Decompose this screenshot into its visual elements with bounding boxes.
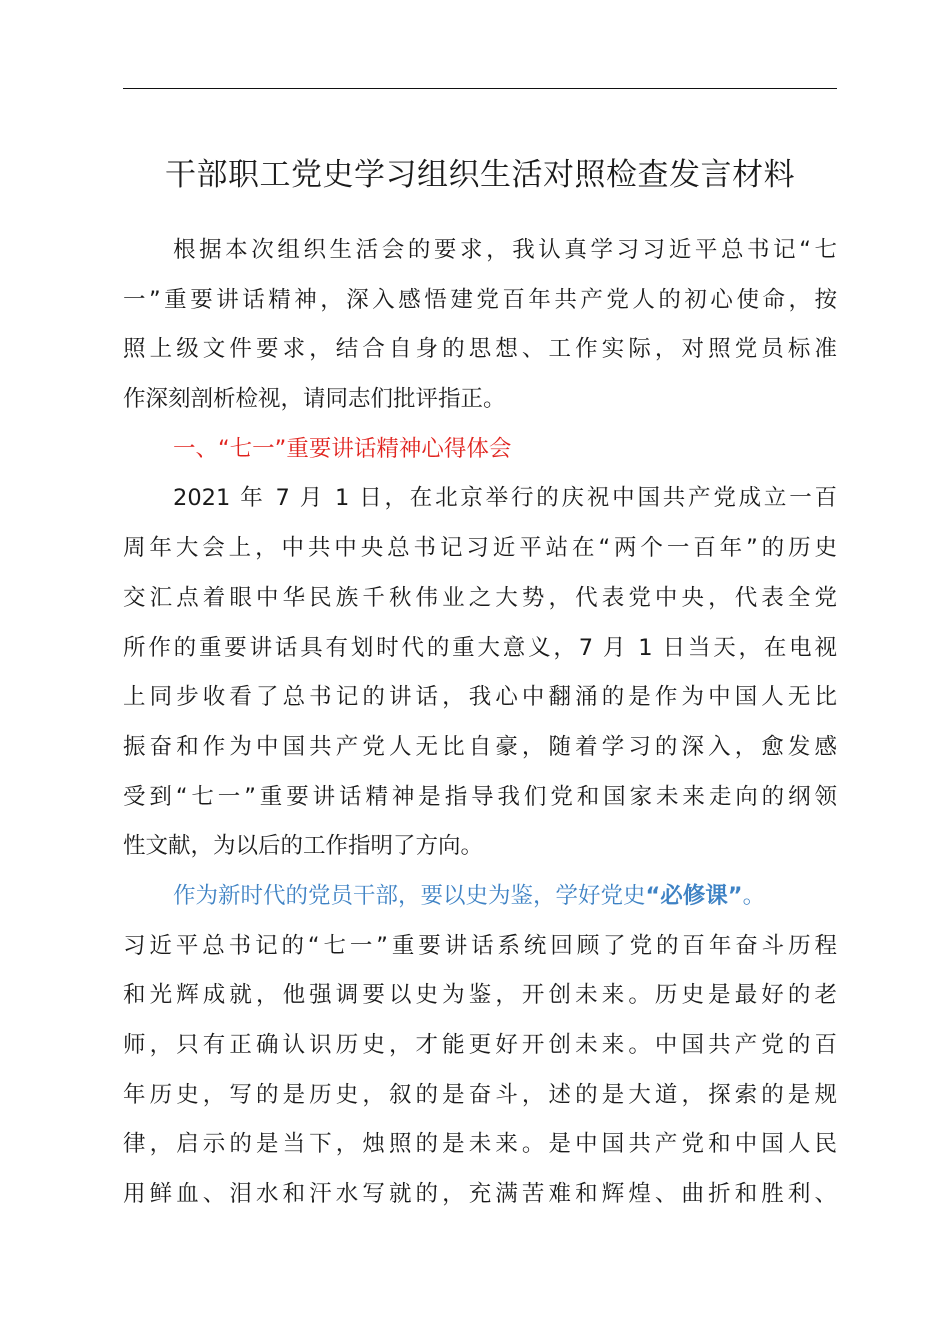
paragraph-line: 受到“七一”重要讲话精神是指导我们党和国家未来走向的纲领 xyxy=(123,783,837,810)
paragraph-line: 律，启示的是当下，烛照的是未来。是中国共产党和中国人民 xyxy=(123,1131,837,1158)
paragraph-line: 年历史，写的是历史，叙的是奋斗，述的是大道，探索的是规 xyxy=(123,1081,837,1108)
paragraph-line: 所作的重要讲话具有划时代的重大意义，7 月 1 日当天，在电视 xyxy=(123,634,837,661)
paragraph-line: 交汇点着眼中华民族千秋伟业之大势，代表党中央，代表全党 xyxy=(123,584,837,611)
section-paragraph xyxy=(123,474,837,872)
paragraph-line: 振奋和作为中国共产党人无比自豪，随着学习的深入，愈发感 xyxy=(123,733,837,760)
paragraph-line: 师，只有正确认识历史，才能更好开创未来。中国共产党的百 xyxy=(123,1032,837,1058)
intro-paragraph xyxy=(123,226,837,425)
paragraph-line: 一”重要讲话精神，深入感悟建党百年共产党人的初心使命，按 xyxy=(123,286,837,313)
section-heading: 一、“七一”重要讲话精神心得体会 xyxy=(173,435,512,462)
paragraph-line: 上同步收看了总书记的讲话，我心中翻涌的是作为中国人无比 xyxy=(123,684,837,711)
header-rule xyxy=(123,88,837,89)
paragraph-line: 用鲜血、泪水和汗水写就的，充满苦难和辉煌、曲折和胜利、 xyxy=(123,1181,837,1208)
sub-heading-emphasis: “必修课” xyxy=(645,882,743,909)
paragraph-line: 作深刻剖析检视，请同志们批评指正。 xyxy=(123,386,506,413)
paragraph-line: 性文献，为以后的工作指明了方向。 xyxy=(123,833,484,860)
sub-heading xyxy=(123,872,837,922)
paragraph-line: 习近平总书记的“七一”重要讲话系统回顾了党的百年奋斗历程 xyxy=(123,932,837,959)
history-paragraph xyxy=(123,922,837,1220)
paragraph-line: 照上级文件要求，结合自身的思想、工作实际，对照党员标准 xyxy=(123,336,837,363)
paragraph-line: 和光辉成就，他强调要以史为鉴，开创未来。历史是最好的老 xyxy=(123,982,837,1009)
paragraph-line: 周年大会上，中共中央总书记习近平站在“两个一百年”的历史 xyxy=(123,535,837,562)
paragraph-line: 根据本次组织生活会的要求，我认真学习习近平总书记“七 xyxy=(173,237,837,263)
sub-heading-main: 作为新时代的党员干部，要以史为鉴，学好党史 xyxy=(173,882,646,909)
document-body xyxy=(123,226,837,1220)
paragraph-line: 2021 年 7 月 1 日，在北京举行的庆祝中国共产党成立一百 xyxy=(173,485,837,512)
sub-heading-end: 。 xyxy=(742,882,766,909)
document-title: 干部职工党史学习组织生活对照检查发言材料 xyxy=(165,157,795,193)
